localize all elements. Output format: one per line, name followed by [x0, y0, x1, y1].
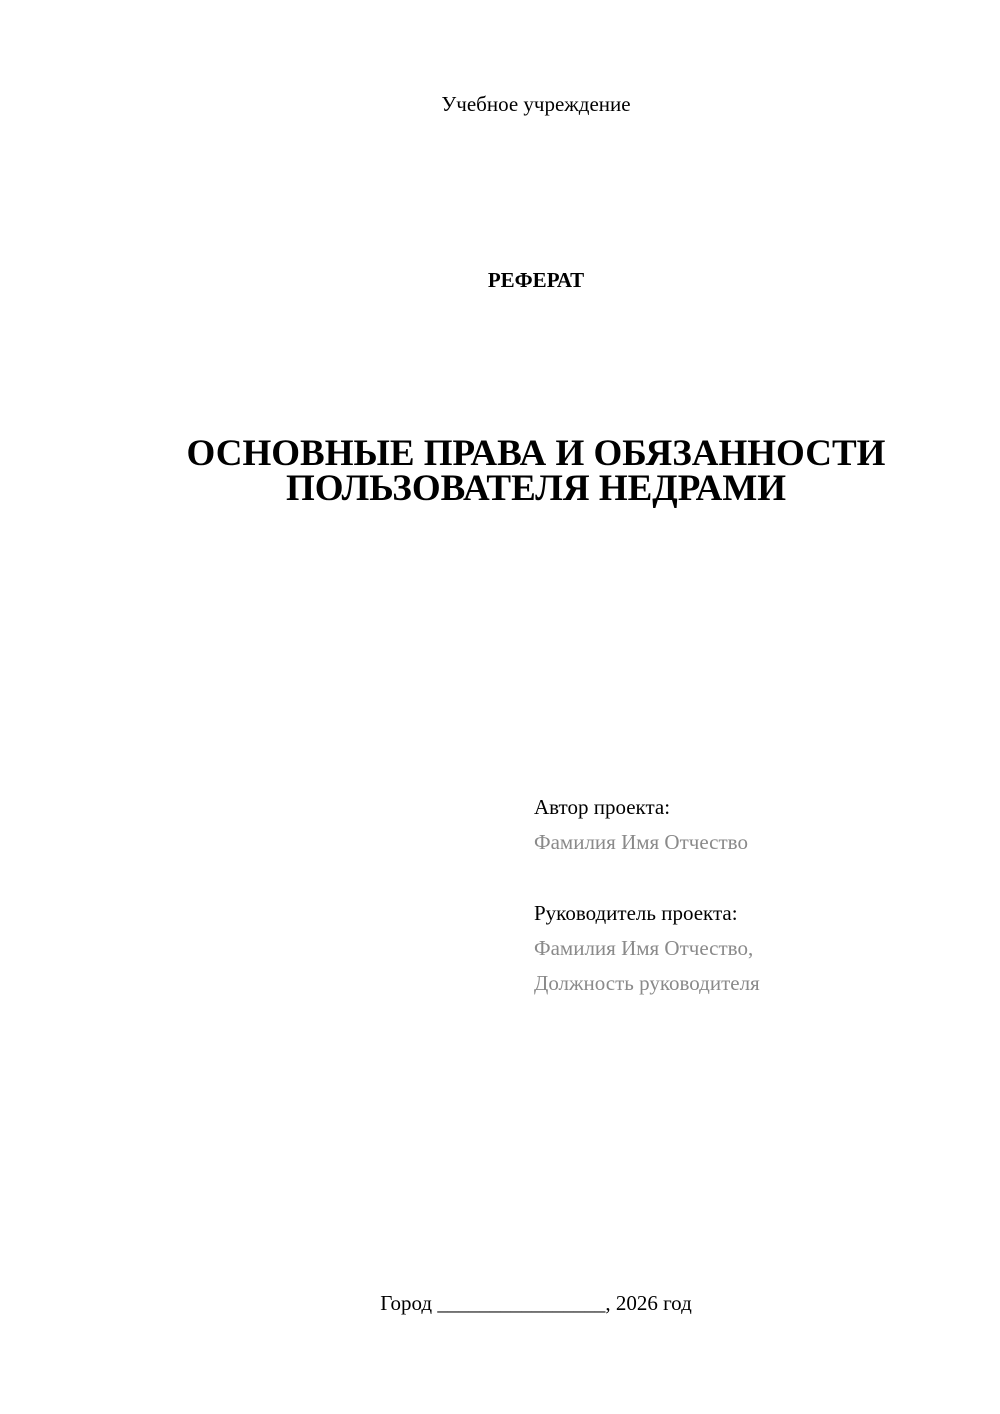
author-label: Автор проекта: — [534, 795, 671, 819]
title-line-1: ОСНОВНЫЕ ПРАВА И ОБЯЗАННОСТИ — [186, 433, 886, 474]
supervisor-name: Фамилия Имя Отчество, — [534, 936, 754, 960]
document-type: РЕФЕРАТ — [487, 268, 585, 292]
supervisor-position: Должность руководителя — [534, 971, 760, 995]
author-name: Фамилия Имя Отчество — [534, 830, 748, 854]
city-year-line: Город ________________, 2026 год — [380, 1291, 692, 1315]
supervisor-label: Руководитель проекта: — [534, 901, 738, 925]
title-line-2: ПОЛЬЗОВАТЕЛЯ НЕДРАМИ — [285, 468, 787, 509]
institution-name: Учебное учреждение — [441, 92, 631, 116]
document-title — [0, 433, 1000, 509]
signature-block — [534, 790, 760, 1001]
